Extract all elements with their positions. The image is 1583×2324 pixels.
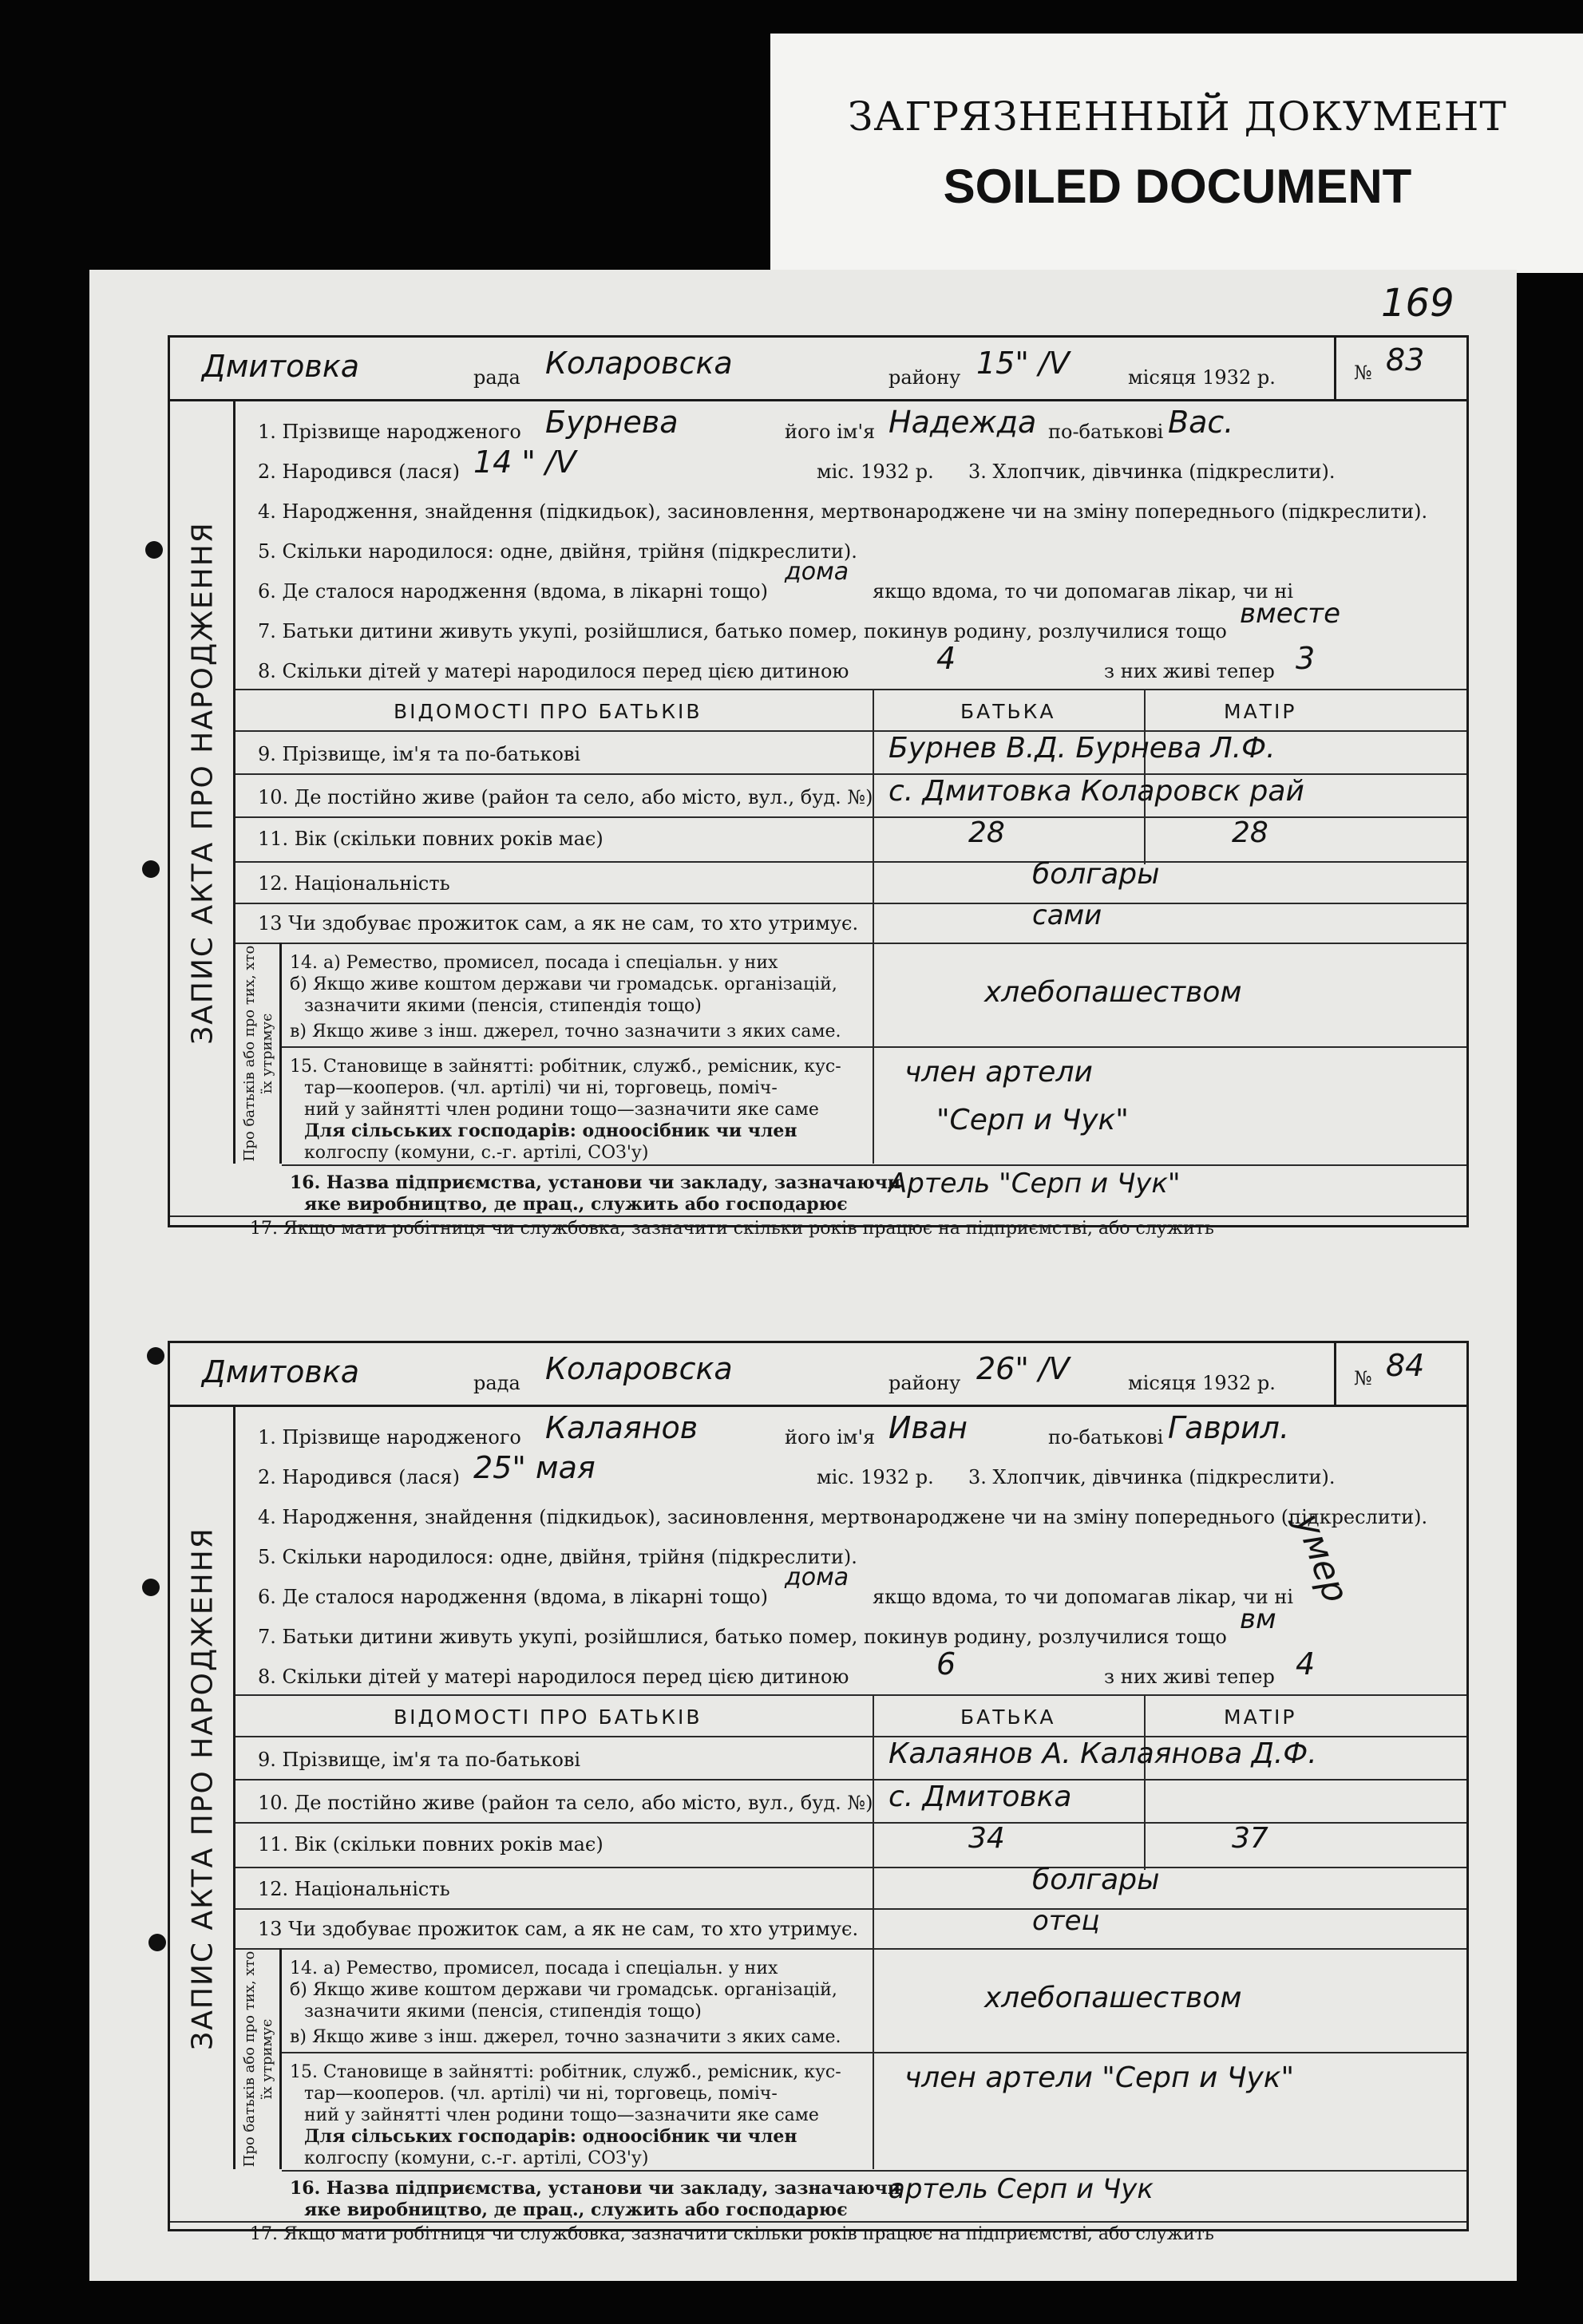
row-6-doctor-label: якщо вдома, то чи допомагав лікар, чи ні [873,1586,1294,1608]
stamp-english-text: SOILED DOCUMENT [943,160,1412,213]
parents-subcolumn-title [241,945,276,1161]
row-12-label: 12. Національність [258,872,450,895]
mother-column-heading: МАТІР [1224,1705,1297,1729]
punch-hole [145,541,163,559]
birth-date-value: 25" мая [473,1450,596,1485]
row-1-patronymic-label: по-батькові [1048,1426,1164,1449]
row-line [282,1164,1466,1166]
enterprise-value: артель Серп и Чук [888,2173,1154,2205]
row-3-label: 3. Хлопчик, дівчинка (підкреслити). [968,460,1336,483]
row-line [282,2052,1466,2053]
child-patronymic-value: Вас. [1168,405,1234,440]
row-11-label: 11. Вік (скільки повних років має) [258,1833,604,1856]
child-name-value: Надежда [888,405,1037,440]
column-divider [1144,1694,1146,1870]
parents-names-value: Бурнев В.Д. Бурнева Л.Ф. [888,732,1276,765]
parents-info-heading: ВІДОМОСТІ ПРО БАТЬКІВ [394,1705,702,1729]
children-alive-value: 3 [1296,641,1316,676]
parents-subcolumn [235,943,282,1164]
row-line [282,1046,1466,1048]
row-4-label: 4. Народження, знайдення (підкидьок), засиновлення, мертвонароджене чи на зміну попереднього (підкреслити). [258,1506,1428,1528]
column-divider [873,689,874,1164]
support-value: отец [1032,1905,1100,1937]
row-8-alive-label: з них живі тепер [1104,660,1275,682]
row-1-label: 1. Прізвище народженого [258,1426,521,1449]
row-17-label: 17. Якщо мати робітниця чи службовка, зазначити скільки років працює на підприємстві, або служить [250,1219,1214,1239]
rada-label: рада [473,366,520,389]
birth-record-form [168,335,1469,1239]
row-10-label: 10. Де постійно живе (район та село, або місто, вул., буд. №) [258,1792,873,1814]
village-value: Дмитовка [202,349,360,384]
row-line [235,903,1466,904]
rada-value: Коларовска [545,346,733,381]
mother-column-heading: МАТІР [1224,700,1297,723]
row-8-label: 8. Скільки дітей у матері народилося перед цією дитиною [258,660,849,682]
row-15c-label: ний у зайнятті член родини тощо—зазначити яке саме [304,1100,819,1120]
row-line [282,2170,1466,2172]
soiled-document-stamp [770,34,1583,273]
row-3-label: 3. Хлопчик, дівчинка (підкреслити). [968,1466,1336,1488]
row-8-label: 8. Скільки дітей у матері народилося перед цією дитиною [258,1666,849,1688]
archive-folio-number: 169 [1381,281,1454,326]
row-line [235,816,1466,818]
residence-value: с. Дмитовка [888,1781,1072,1813]
nationality-value: болгары [1032,1864,1160,1896]
row-7-label: 7. Батьки дитини живуть укупі, розійшлися, батько помер, покинув родину, розлучилися тощо [258,1626,1227,1648]
row-16b-label: яке виробництво, де прац., служить або господарює [304,2200,848,2220]
row-14b-label: б) Якщо живе коштом держави чи громадськ. організацій, [290,1980,837,2000]
subcolumn-line-1: Про батьків або про тих, хто [241,1951,258,2167]
row-1-name-label: його ім'я [785,421,876,443]
column-divider [873,1694,874,2169]
parents-subcolumn-title [241,1951,276,2167]
row-line [170,1215,1466,1217]
row-9-label: 9. Прізвище, ім'я та по-батькові [258,743,581,765]
row-15d-label: Для сільських господарів: одноосібник чи член [304,2126,797,2147]
margin-note-value: умер [1287,1508,1357,1608]
punch-hole [148,1934,166,1951]
month-year-label: місяця 1932 р. [1128,366,1276,389]
table-top-line [235,1694,1466,1696]
record-number-value: 83 [1386,342,1425,377]
row-14a-label: 14. а) Ремество, промисел, посада і спеціальн. у них [290,1958,778,1978]
rada-label: рада [473,1372,520,1394]
month-year-label: місяця 1932 р. [1128,1372,1276,1394]
row-1-name-label: його ім'я [785,1426,876,1449]
child-surname-value: Бурнева [545,405,679,440]
row-15b-label: тар—кооперов. (чл. артілі) чи ні, торговець, поміч- [304,2084,778,2104]
parents-together-value: вместе [1240,598,1341,630]
record-number-value: 84 [1386,1348,1425,1383]
row-5-label: 5. Скільки народилося: одне, двійня, трійня (підкреслити). [258,1546,857,1568]
father-column-heading: БАТЬКА [960,1705,1056,1729]
parents-info-heading: ВІДОМОСТІ ПРО БАТЬКІВ [394,700,702,723]
children-alive-value: 4 [1296,1646,1316,1682]
row-13-label: 13 Чи здобуває прожиток сам, а як не сам, то хто утримує. [258,1918,859,1940]
row-14d-label: в) Якщо живе з інш. джерел, точно зазначити з яких саме. [290,2027,841,2047]
enterprise-value: Артель "Серп и Чук" [888,1168,1181,1200]
side-title: ЗАПИС АКТА ПРО НАРОДЖЕННЯ [186,1527,220,2050]
nationality-value: болгары [1032,858,1160,891]
children-before-value: 4 [936,641,956,676]
row-line [235,1867,1466,1868]
row-line [235,1779,1466,1781]
mother-age-value: 28 [1232,816,1268,849]
row-1-label: 1. Прізвище народженого [258,421,521,443]
punch-hole [147,1347,164,1365]
parents-together-value: вм [1240,1603,1276,1635]
row-1-patronymic-label: по-батькові [1048,421,1164,443]
row-15b-label: тар—кооперов. (чл. артілі) чи ні, торговець, поміч- [304,1078,778,1098]
row-2-year-label: міс. 1932 р. [817,460,934,483]
father-age-value: 28 [968,816,1005,849]
row-line [235,1822,1466,1824]
row-14a-label: 14. а) Ремество, промисел, посада і спеціальн. у них [290,953,778,973]
row-6-label: 6. Де сталося народження (вдома, в лікарні тощо) [258,1586,768,1608]
side-title-column [170,1407,235,2169]
registration-date-value: 15" /V [976,346,1070,381]
row-9-label: 9. Прізвище, ім'я та по-батькові [258,1749,581,1771]
residence-value: с. Дмитовка Коларовск рай [888,775,1304,808]
status-value-2: "Серп и Чук" [936,1104,1129,1136]
row-5-label: 5. Скільки народилося: одне, двійня, трійня (підкреслити). [258,540,857,563]
row-6-doctor-label: якщо вдома, то чи допомагав лікар, чи ні [873,580,1294,603]
row-17-label: 17. Якщо мати робітниця чи службовка, зазначити скільки років працює на підприємстві, або служить [250,2224,1214,2244]
row-6-label: 6. Де сталося народження (вдома, в лікарні тощо) [258,580,768,603]
row-15e-label: колгоспу (комуни, с.-г. артілі, СОЗ'у) [304,2148,649,2168]
row-14c-label: зазначити якими (пенсія, стипендія тощо) [304,996,702,1016]
child-name-value: Иван [888,1410,968,1445]
subcolumn-line-1: Про батьків або про тих, хто [241,945,258,1161]
row-10-label: 10. Де постійно живе (район та село, або місто, вул., буд. №) [258,786,873,808]
record-number-box [1334,1343,1466,1407]
row-7-label: 7. Батьки дитини живуть укупі, розійшлися, батько помер, покинув родину, розлучилися тощо [258,620,1227,642]
support-value: сами [1032,899,1102,931]
row-13-label: 13 Чи здобуває прожиток сам, а як не сам, то хто утримує. [258,912,859,935]
row-15a-label: 15. Становище в зайнятті: робітник, служб., ремісник, кус- [290,1057,841,1077]
row-16a-label: 16. Назва підприємства, установи чи закладу, зазначаючи [290,1172,901,1193]
registration-date-value: 26" /V [976,1351,1070,1386]
form-header [170,338,1334,401]
row-12-label: 12. Національність [258,1878,450,1900]
row-4-label: 4. Народження, знайдення (підкидьок), засиновлення, мертвонароджене чи на зміну попереднього (підкреслити). [258,500,1428,523]
birth-place-value: дома [785,558,849,586]
row-15a-label: 15. Становище в зайнятті: робітник, служб., ремісник, кус- [290,2062,841,2082]
subcolumn-line-2: їх утримує [259,1013,275,1093]
rada-value: Коларовска [545,1351,733,1386]
rayonu-label: району [888,366,961,389]
row-2-label: 2. Народився (лася) [258,1466,460,1488]
row-14d-label: в) Якщо живе з інш. джерел, точно зазначити з яких саме. [290,1022,841,1041]
form-header [170,1343,1334,1407]
status-value-1: член артели "Серп и Чук" [904,2061,1295,2094]
row-8-alive-label: з них живі тепер [1104,1666,1275,1688]
child-patronymic-value: Гаврил. [1168,1410,1290,1445]
row-line [235,861,1466,863]
record-number-box [1334,338,1466,401]
subcolumn-line-2: їх утримує [259,2018,275,2099]
row-line [235,730,1466,732]
parents-names-value: Калаянов А. Калаянова Д.Ф. [888,1737,1317,1770]
children-before-value: 6 [936,1646,956,1682]
father-column-heading: БАТЬКА [960,700,1056,723]
punch-hole [142,860,160,878]
number-label: № [1354,1367,1372,1389]
row-14c-label: зазначити якими (пенсія, стипендія тощо) [304,2002,702,2022]
child-surname-value: Калаянов [545,1410,698,1445]
side-title-column [170,401,235,1164]
row-line [235,1948,1466,1950]
row-15d-label: Для сільських господарів: одноосібник чи член [304,1120,797,1141]
birth-record-form [168,1341,1469,2244]
rayonu-label: району [888,1372,961,1394]
number-label: № [1354,362,1372,384]
birth-date-value: 14 " /V [473,445,576,480]
parents-subcolumn [235,1948,282,2169]
occupation-value: хлебопашеством [984,976,1242,1009]
row-11-label: 11. Вік (скільки повних років має) [258,828,604,850]
father-age-value: 34 [968,1822,1005,1855]
row-line [235,1908,1466,1910]
side-title: ЗАПИС АКТА ПРО НАРОДЖЕННЯ [186,521,220,1045]
row-16a-label: 16. Назва підприємства, установи чи закладу, зазначаючи [290,2178,901,2199]
row-16b-label: яке виробництво, де прац., служить або господарює [304,1194,848,1215]
row-15c-label: ний у зайнятті член родини тощо—зазначити яке саме [304,2105,819,2125]
row-line [170,2221,1466,2223]
row-2-label: 2. Народився (лася) [258,460,460,483]
mother-age-value: 37 [1232,1822,1268,1855]
birth-place-value: дома [785,1563,849,1591]
status-value-1: член артели [904,1056,1093,1089]
row-line [235,943,1466,944]
occupation-value: хлебопашеством [984,1982,1242,2014]
row-15e-label: колгоспу (комуни, с.-г. артілі, СОЗ'у) [304,1143,649,1163]
row-2-year-label: міс. 1932 р. [817,1466,934,1488]
row-14b-label: б) Якщо живе коштом держави чи громадськ. організацій, [290,974,837,994]
punch-hole [142,1579,160,1596]
table-top-line [235,689,1466,690]
village-value: Дмитовка [202,1354,360,1389]
stamp-russian-text: ЗАГРЯЗНЕННЫЙ ДОКУМЕНТ [848,93,1507,140]
